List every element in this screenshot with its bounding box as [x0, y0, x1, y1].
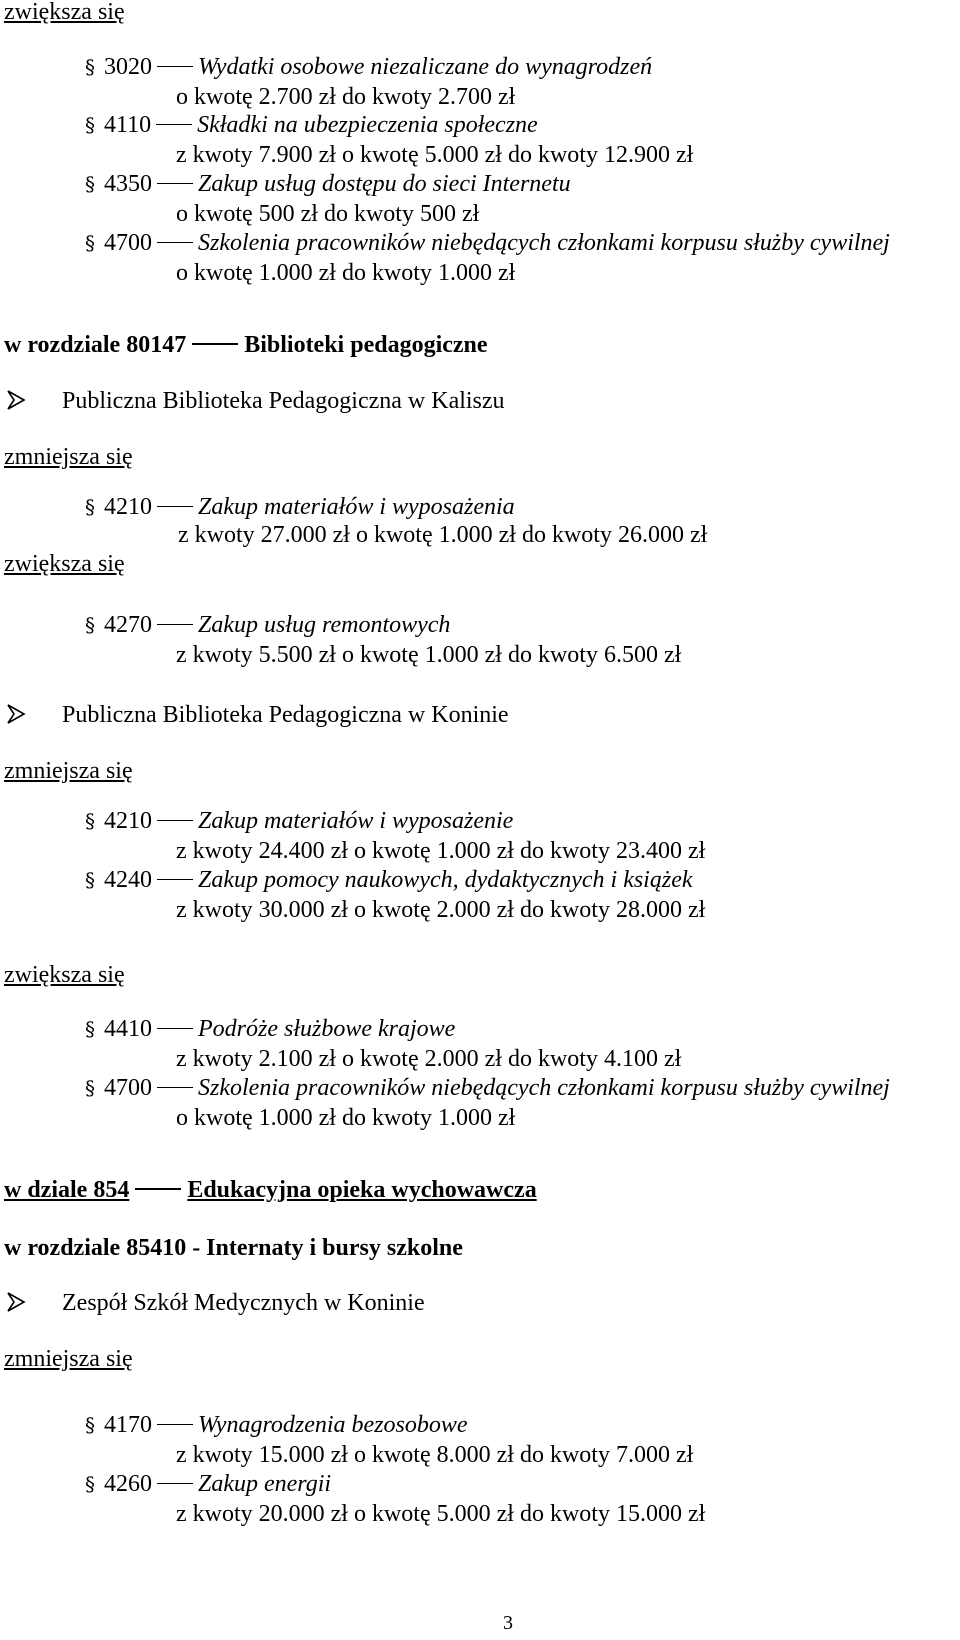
item-code: 4260 — [104, 1471, 152, 1497]
budget-item — [104, 228, 890, 258]
item-name: Zakup usług remontowych — [198, 612, 451, 638]
section-sign-icon — [85, 232, 97, 254]
budget-item — [104, 169, 571, 199]
change-label-decrease: zmniejsza się — [4, 758, 133, 784]
item-name: Zakup usług dostępu do sieci Internetu — [198, 171, 571, 197]
item-code: 4270 — [104, 612, 152, 638]
item-name: Zakup pomocy naukowych, dydaktycznych i książek — [198, 867, 693, 893]
budget-item — [104, 1073, 890, 1103]
amount-line: z kwoty 30.000 zł o kwotę 2.000 zł do kwoty 28.000 zł — [176, 897, 706, 923]
svg-text:§: § — [85, 173, 95, 195]
budget-item — [104, 492, 515, 522]
arrow-bullet-icon — [6, 1291, 26, 1313]
dash-separator — [157, 879, 193, 880]
amount-line: z kwoty 5.500 zł o kwotę 1.000 zł do kwoty 6.500 zł — [176, 642, 682, 668]
page-number: 3 — [503, 1612, 513, 1634]
item-code: 4350 — [104, 171, 152, 197]
dash-separator — [157, 1028, 193, 1029]
dash-separator — [157, 506, 193, 507]
dash-separator — [157, 183, 193, 184]
amount-line: o kwotę 1.000 zł do kwoty 1.000 zł — [176, 1105, 516, 1131]
unit-name: Publiczna Biblioteka Pedagogiczna w Koninie — [62, 702, 509, 728]
section-sign-icon — [85, 614, 97, 636]
section-heading — [4, 1175, 537, 1205]
item-code: 4210 — [104, 808, 152, 834]
amount-line: z kwoty 7.900 zł o kwotę 5.000 zł do kwoty 12.900 zł — [176, 142, 694, 168]
budget-item — [104, 52, 652, 82]
dash-separator — [157, 1424, 193, 1425]
item-name: Zakup materiałów i wyposażenia — [198, 494, 515, 520]
budget-item — [104, 865, 693, 895]
item-name: Składki na ubezpieczenia społeczne — [197, 112, 538, 138]
item-name: Zakup energii — [198, 1471, 332, 1497]
section-sign-icon — [85, 1077, 97, 1099]
item-code: 4700 — [104, 1075, 152, 1101]
item-name: Szkolenia pracowników niebędących członkami korpusu służby cywilnej — [198, 1075, 890, 1101]
svg-text:§: § — [85, 1414, 95, 1436]
budget-item — [104, 610, 450, 640]
arrow-bullet-icon — [6, 389, 26, 411]
item-code: 3020 — [104, 54, 152, 80]
amount-line: o kwotę 1.000 zł do kwoty 1.000 zł — [176, 260, 516, 286]
chapter-name: Biblioteki pedagogiczne — [244, 332, 488, 358]
chapter-heading — [4, 330, 488, 360]
budget-item — [104, 110, 538, 140]
item-code: 4700 — [104, 230, 152, 256]
amount-line: o kwotę 500 zł do kwoty 500 zł — [176, 201, 480, 227]
item-name: Wynagrodzenia bezosobowe — [198, 1412, 468, 1438]
dash-separator — [157, 1483, 193, 1484]
item-code: 4240 — [104, 867, 152, 893]
item-name: Zakup materiałów i wyposażenie — [198, 808, 514, 834]
chapter-number: w rozdziale 80147 — [4, 332, 187, 358]
dash-separator — [157, 66, 193, 67]
item-name: Szkolenia pracowników niebędących członkami korpusu służby cywilnej — [198, 230, 890, 256]
change-label-increase: zwiększa się — [4, 551, 125, 577]
change-label-decrease: zmniejsza się — [4, 1346, 133, 1372]
item-code: 4210 — [104, 494, 152, 520]
budget-item — [104, 1469, 331, 1499]
svg-text:§: § — [85, 614, 95, 636]
section-name: Edukacyjna opieka wychowawcza — [187, 1177, 537, 1203]
change-label-increase: zwiększa się — [4, 962, 125, 988]
section-sign-icon — [85, 1414, 97, 1436]
unit-name: Publiczna Biblioteka Pedagogiczna w Kaliszu — [62, 388, 505, 414]
item-code: 4110 — [104, 112, 152, 138]
item-code: 4410 — [104, 1016, 152, 1042]
svg-text:§: § — [85, 496, 95, 518]
dash-separator — [192, 343, 238, 345]
svg-text:§: § — [85, 1473, 95, 1495]
svg-text:§: § — [85, 810, 95, 832]
section-sign-icon — [85, 56, 97, 78]
unit-name: Zespół Szkół Medycznych w Koninie — [62, 1290, 425, 1316]
section-sign-icon — [85, 1018, 97, 1040]
chapter-heading: w rozdziale 85410 - Internaty i bursy szkolne — [4, 1235, 463, 1261]
amount-line: z kwoty 24.400 zł o kwotę 1.000 zł do kwoty 23.400 zł — [176, 838, 706, 864]
amount-line: o kwotę 2.700 zł do kwoty 2.700 zł — [176, 84, 516, 110]
section-sign-icon — [85, 496, 97, 518]
dash-separator — [157, 242, 193, 243]
section-sign-icon — [85, 869, 97, 891]
section-sign-icon — [85, 114, 97, 136]
svg-text:§: § — [85, 1077, 95, 1099]
budget-item — [104, 1014, 455, 1044]
dash-separator — [156, 124, 192, 125]
section-sign-icon — [85, 810, 97, 832]
section-sign-icon — [85, 1473, 97, 1495]
svg-text:§: § — [85, 56, 95, 78]
svg-text:§: § — [85, 232, 95, 254]
dash-separator — [135, 1188, 181, 1190]
change-label-decrease: zmniejsza się — [4, 444, 133, 470]
dash-separator — [157, 820, 193, 821]
item-name: Wydatki osobowe niezaliczane do wynagrodzeń — [198, 54, 653, 80]
dash-separator — [157, 1087, 193, 1088]
svg-text:§: § — [85, 1018, 95, 1040]
svg-text:§: § — [85, 114, 95, 136]
budget-item — [104, 806, 513, 836]
change-label-increase: zwiększa się — [4, 0, 125, 25]
section-number: w dziale 854 — [4, 1177, 130, 1203]
svg-text:§: § — [85, 869, 95, 891]
item-name: Podróże służbowe krajowe — [198, 1016, 456, 1042]
item-code: 4170 — [104, 1412, 152, 1438]
amount-line: z kwoty 15.000 zł o kwotę 8.000 zł do kwoty 7.000 zł — [176, 1442, 694, 1468]
amount-line: z kwoty 27.000 zł o kwotę 1.000 zł do kwoty 26.000 zł — [178, 522, 708, 548]
dash-separator — [157, 624, 193, 625]
section-sign-icon — [85, 173, 97, 195]
amount-line: z kwoty 20.000 zł o kwotę 5.000 zł do kwoty 15.000 zł — [176, 1501, 706, 1527]
budget-item — [104, 1410, 468, 1440]
amount-line: z kwoty 2.100 zł o kwotę 2.000 zł do kwoty 4.100 zł — [176, 1046, 682, 1072]
arrow-bullet-icon — [6, 703, 26, 725]
